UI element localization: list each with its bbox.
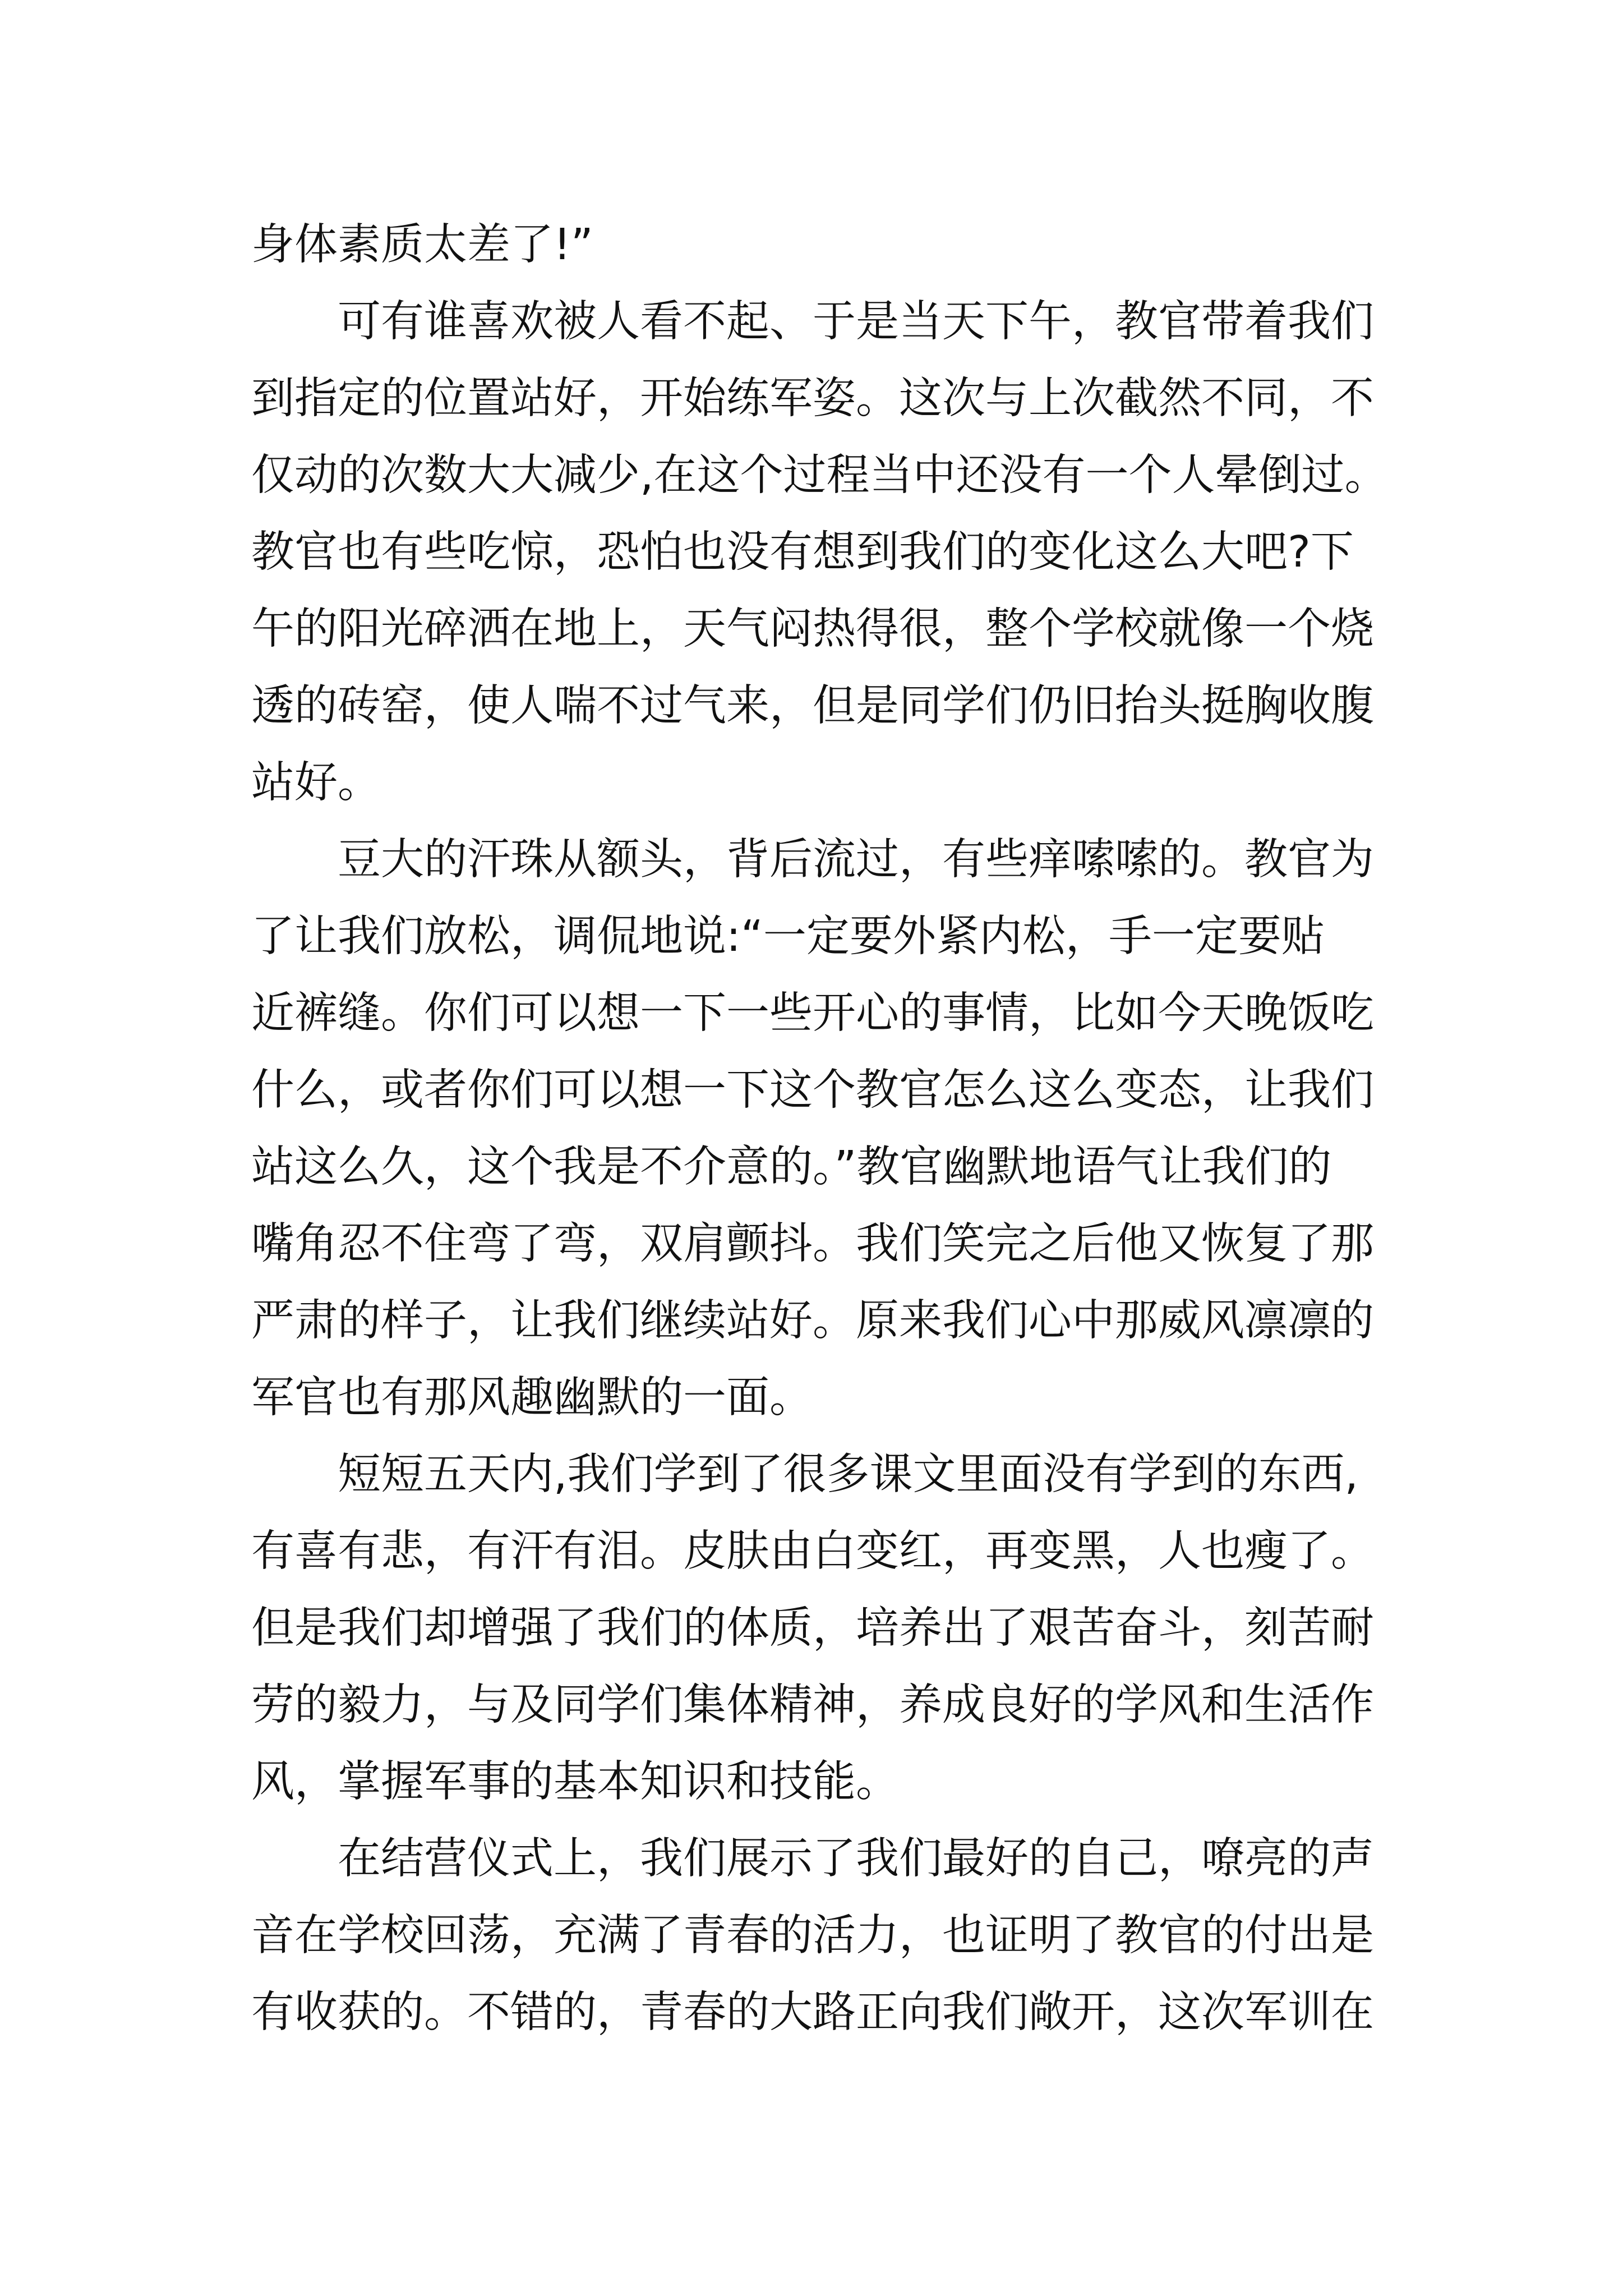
text-line: 午的阳光碎洒在地上，天气闷热得很，整个学校就像一个烧 — [251, 604, 1374, 654]
text-line: 但是我们却增强了我们的体质，培养出了艰苦奋斗，刻苦耐 — [251, 1603, 1374, 1653]
text-line: 仅动的次数大大减少,在这个过程当中还没有一个人晕倒过。 — [251, 450, 1388, 500]
text-line: 了让我们放松，调侃地说:“一定要外紧内松，手一定要贴 — [251, 912, 1325, 961]
text-line: 近裤缝。你们可以想一下一些开心的事情，比如今天晚饭吃 — [251, 988, 1374, 1038]
text-line: 可有谁喜欢被人看不起、于是当天下午，教官带着我们 — [338, 297, 1374, 347]
text-line: 透的砖窑，使人喘不过气来，但是同学们仍旧抬头挺胸收腹 — [251, 681, 1374, 731]
text-line: 到指定的位置站好，开始练军姿。这次与上次截然不同，不 — [251, 374, 1374, 424]
text-line: 劳的毅力，与及同学们集体精神，养成良好的学风和生活作 — [251, 1680, 1374, 1730]
text-line: 豆大的汗珠从额头，背后流过，有些痒嗦嗦的。教官为 — [338, 835, 1374, 885]
paragraph-4 — [251, 1436, 1407, 1820]
paragraph-3 — [251, 821, 1407, 1436]
text-line: 站这么久，这个我是不介意的。”教官幽默地语气让我们的 — [251, 1142, 1332, 1192]
text-line: 音在学校回荡，充满了青春的活力，也证明了教官的付出是 — [251, 1911, 1374, 1961]
paragraph-2 — [251, 283, 1407, 821]
text-line: 嘴角忍不住弯了弯，双肩颤抖。我们笑完之后他又恢复了那 — [251, 1219, 1374, 1269]
text-line: 身体素质太差了!” — [251, 220, 593, 270]
text-line: 站好。 — [251, 758, 381, 808]
text-line: 有喜有悲，有汗有泪。皮肤由白变红，再变黑，人也瘦了。 — [251, 1526, 1374, 1576]
text-line: 军官也有那风趣幽默的一面。 — [251, 1373, 813, 1423]
text-line: 短短五天内,我们学到了很多课文里面没有学到的东西, — [338, 1450, 1358, 1499]
text-line: 严肃的样子，让我们继续站好。原来我们心中那威风凛凛的 — [251, 1296, 1374, 1346]
document-body — [251, 206, 1407, 2051]
text-line: 什么，或者你们可以想一下这个教官怎么这么变态，让我们 — [251, 1065, 1374, 1115]
paragraph-5 — [251, 1820, 1407, 2051]
text-line: 风，掌握军事的基本知识和技能。 — [251, 1757, 899, 1807]
text-line: 教官也有些吃惊，恐怕也没有想到我们的变化这么大吧?下 — [251, 527, 1354, 577]
text-line: 有收获的。不错的，青春的大路正向我们敞开，这次军训在 — [251, 1987, 1374, 2037]
text-line: 在结营仪式上，我们展示了我们最好的自己，嘹亮的声 — [338, 1834, 1374, 1884]
paragraph-1 — [251, 206, 1407, 283]
